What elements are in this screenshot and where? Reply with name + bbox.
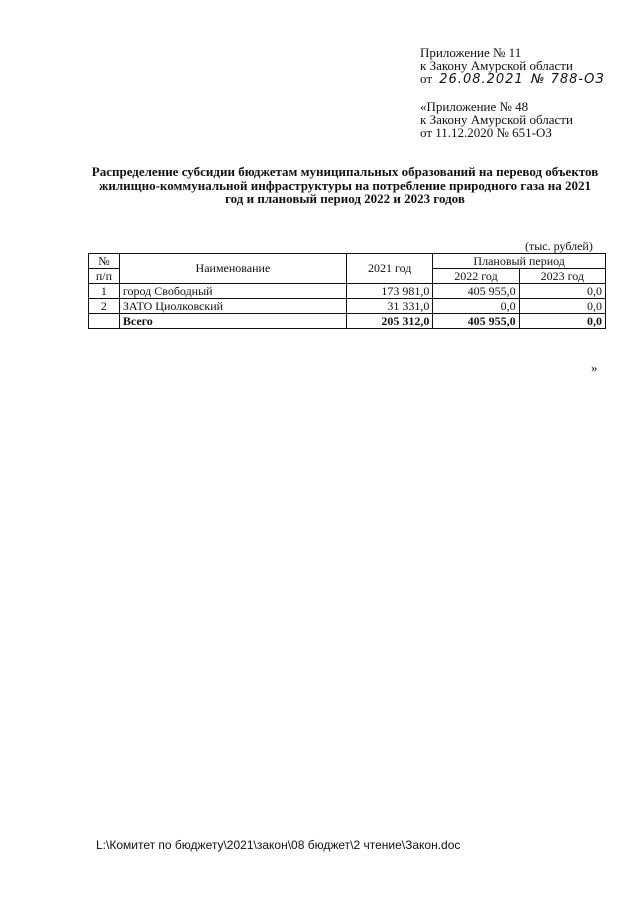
total-no — [89, 314, 120, 329]
row-no: 2 — [89, 299, 120, 314]
appendix-date-prefix: от — [420, 71, 433, 86]
header-2021: 2021 год — [347, 254, 433, 284]
row-2021: 31 331,0 — [347, 299, 433, 314]
table-row — [89, 284, 606, 299]
header-no-pp: п/п — [89, 269, 120, 284]
total-2023: 0,0 — [519, 314, 605, 329]
row-no: 1 — [89, 284, 120, 299]
header-2022: 2022 год — [433, 269, 519, 284]
file-path-footer: L:\Комитет по бюджету\2021\закон\08 бюджет\2 чтение\Закон.doc — [96, 838, 461, 852]
appendix-number: Приложение № 11 — [420, 45, 522, 60]
subsidy-table — [88, 253, 606, 329]
total-2021: 205 312,0 — [347, 314, 433, 329]
handwritten-number: № 788-ОЗ — [530, 72, 605, 87]
prev-appendix-date: от 11.12.2020 № 651-ОЗ — [420, 125, 552, 140]
table-header-row — [89, 254, 606, 269]
appendix-date-line — [420, 72, 605, 86]
row-name: ЗАТО Циолковский — [119, 299, 346, 314]
prev-appendix-law-ref: к Закону Амурской области — [420, 112, 573, 127]
total-name: Всего — [119, 314, 346, 329]
header-name: Наименование — [119, 254, 346, 284]
row-2022: 0,0 — [433, 299, 519, 314]
prev-appendix-number: «Приложение № 48 — [420, 99, 529, 114]
table-total-row — [89, 314, 606, 329]
row-name: город Свободный — [119, 284, 346, 299]
header-2023: 2023 год — [519, 269, 605, 284]
header-plan-period: Плановый период — [433, 254, 606, 269]
appendix-law-ref: к Закону Амурской области — [420, 58, 573, 73]
row-2023: 0,0 — [519, 299, 605, 314]
handwritten-date: 26.08.2021 — [439, 72, 524, 87]
row-2022: 405 955,0 — [433, 284, 519, 299]
units-label: (тыс. рублей) — [525, 239, 593, 253]
document-title: Распределение субсидии бюджетам муниципальных образований на перевод объектов жилищно-коммунальной инфраструктуры на потребление природного газа на 2021 год и плановый период 2022 и 2023 годов — [91, 164, 599, 206]
row-2023: 0,0 — [519, 284, 605, 299]
header-no: № — [89, 254, 120, 269]
table-row — [89, 299, 606, 314]
total-2022: 405 955,0 — [433, 314, 519, 329]
closing-quote: » — [591, 360, 598, 375]
previous-appendix-header — [420, 100, 573, 139]
appendix-header — [420, 46, 605, 86]
row-2021: 173 981,0 — [347, 284, 433, 299]
